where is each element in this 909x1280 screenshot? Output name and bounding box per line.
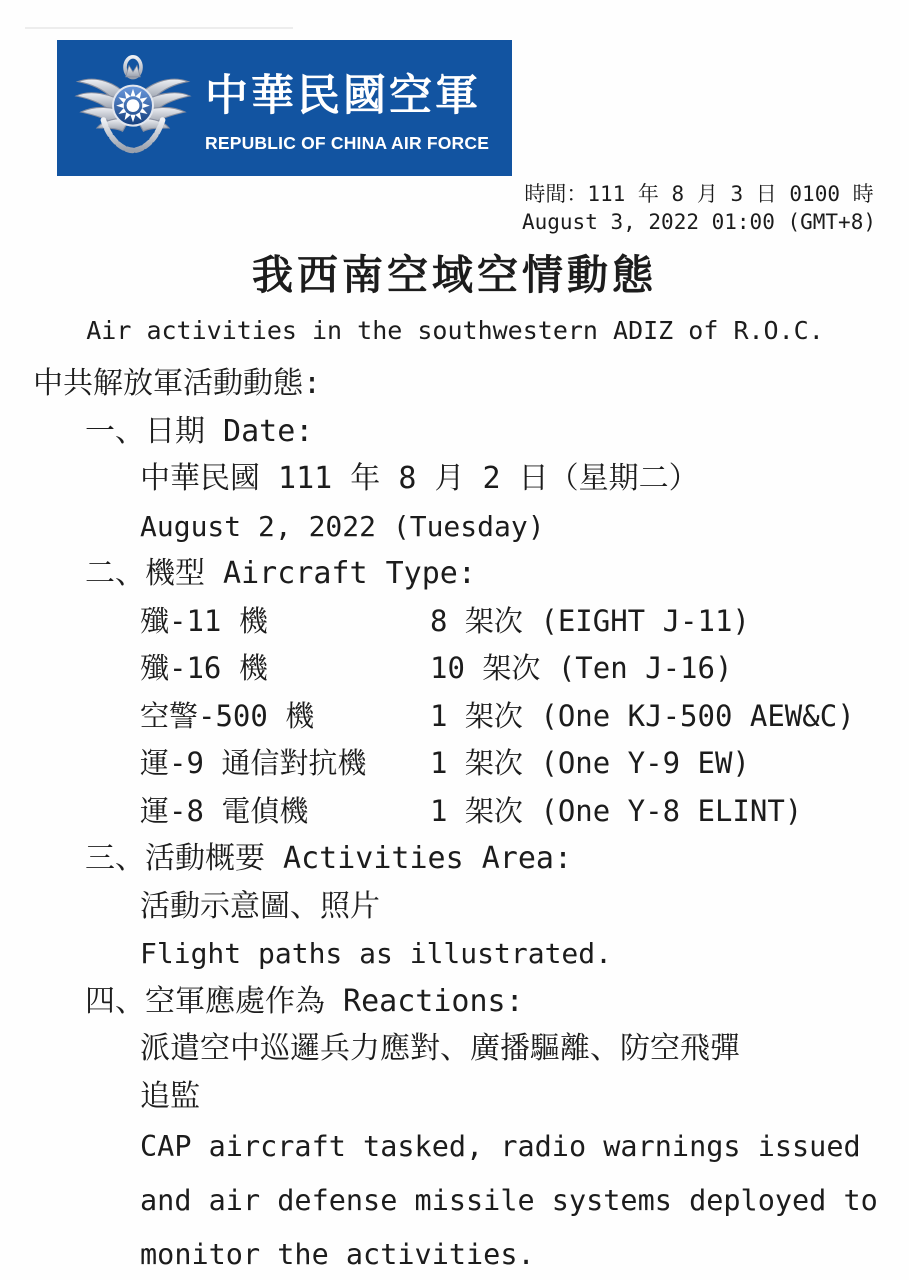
- activities-line-en: Flight paths as illustrated.: [140, 937, 613, 970]
- closing-line: and air defense missile systems deployed to: [140, 1184, 878, 1217]
- aircraft-count: 10 架次 (Ten J-16): [430, 651, 733, 685]
- date-line-en: August 2, 2022 (Tuesday): [140, 509, 545, 543]
- aircraft-type: 殲-11 機: [140, 603, 268, 638]
- org-name-en: REPUBLIC OF CHINA AIR FORCE: [205, 133, 490, 153]
- release-timestamp: [514, 180, 884, 236]
- closing-line: monitor the activities.: [140, 1238, 535, 1271]
- section-3-heading: 三、活動概要 Activities Area:: [85, 841, 573, 876]
- closing-paragraph: [33, 1120, 883, 1280]
- scan-artifact-line: [25, 27, 293, 29]
- section-2-heading: 二、機型 Aircraft Type:: [85, 556, 476, 591]
- aircraft-row: [33, 598, 883, 646]
- timestamp-en: August 3, 2022 01:00 (GMT+8): [521, 210, 876, 234]
- date-line-zh: 中華民國 111 年 8 月 2 日（星期二）: [140, 461, 699, 496]
- section-1-heading: 一、日期 Date:: [85, 413, 314, 449]
- aircraft-count: 1 架次 (One Y-8 ELINT): [430, 793, 803, 828]
- aircraft-type: 空警-500 機: [140, 698, 315, 733]
- activities-line-zh: 活動示意圖、照片: [140, 888, 380, 924]
- aircraft-count: 1 架次 (One KJ-500 AEW&C): [430, 698, 855, 733]
- page-title-zh: 我西南空域空情動態: [252, 251, 657, 299]
- page-title-en: Air activities in the southwestern ADIZ of R.O.C.: [86, 316, 824, 345]
- aircraft-row: [33, 693, 883, 741]
- roc-air-force-emblem-icon: [73, 45, 193, 171]
- aircraft-type: 殲-16 機: [140, 651, 268, 685]
- aircraft-type: 運-8 電偵機: [140, 793, 309, 828]
- aircraft-type: 運-9 通信對抗機: [140, 746, 367, 780]
- document-body: [33, 360, 883, 1280]
- air-force-banner: [57, 40, 512, 176]
- timestamp-zh: 時間：111 年 8 月 3 日 0100 時: [524, 182, 874, 206]
- reactions-line-zh-1: 派遣空中巡邏兵力應對、廣播驅離、防空飛彈: [140, 1031, 740, 1066]
- intro-line: 中共解放軍活動動態:: [33, 366, 322, 401]
- section-4-heading: 四、空軍應處作為 Reactions:: [85, 983, 524, 1019]
- aircraft-count: 8 架次 (EIGHT J-11): [430, 603, 750, 638]
- aircraft-row: [33, 740, 883, 788]
- aircraft-count: 1 架次 (One Y-9 EW): [430, 746, 750, 780]
- closing-line: CAP aircraft tasked, radio warnings issued: [140, 1130, 861, 1163]
- aircraft-row: [33, 645, 883, 693]
- org-name-zh: 中華民國空軍: [205, 71, 481, 121]
- aircraft-row: [33, 788, 883, 836]
- banner-text: [205, 62, 489, 154]
- reactions-line-zh-2: 追監: [140, 1078, 200, 1114]
